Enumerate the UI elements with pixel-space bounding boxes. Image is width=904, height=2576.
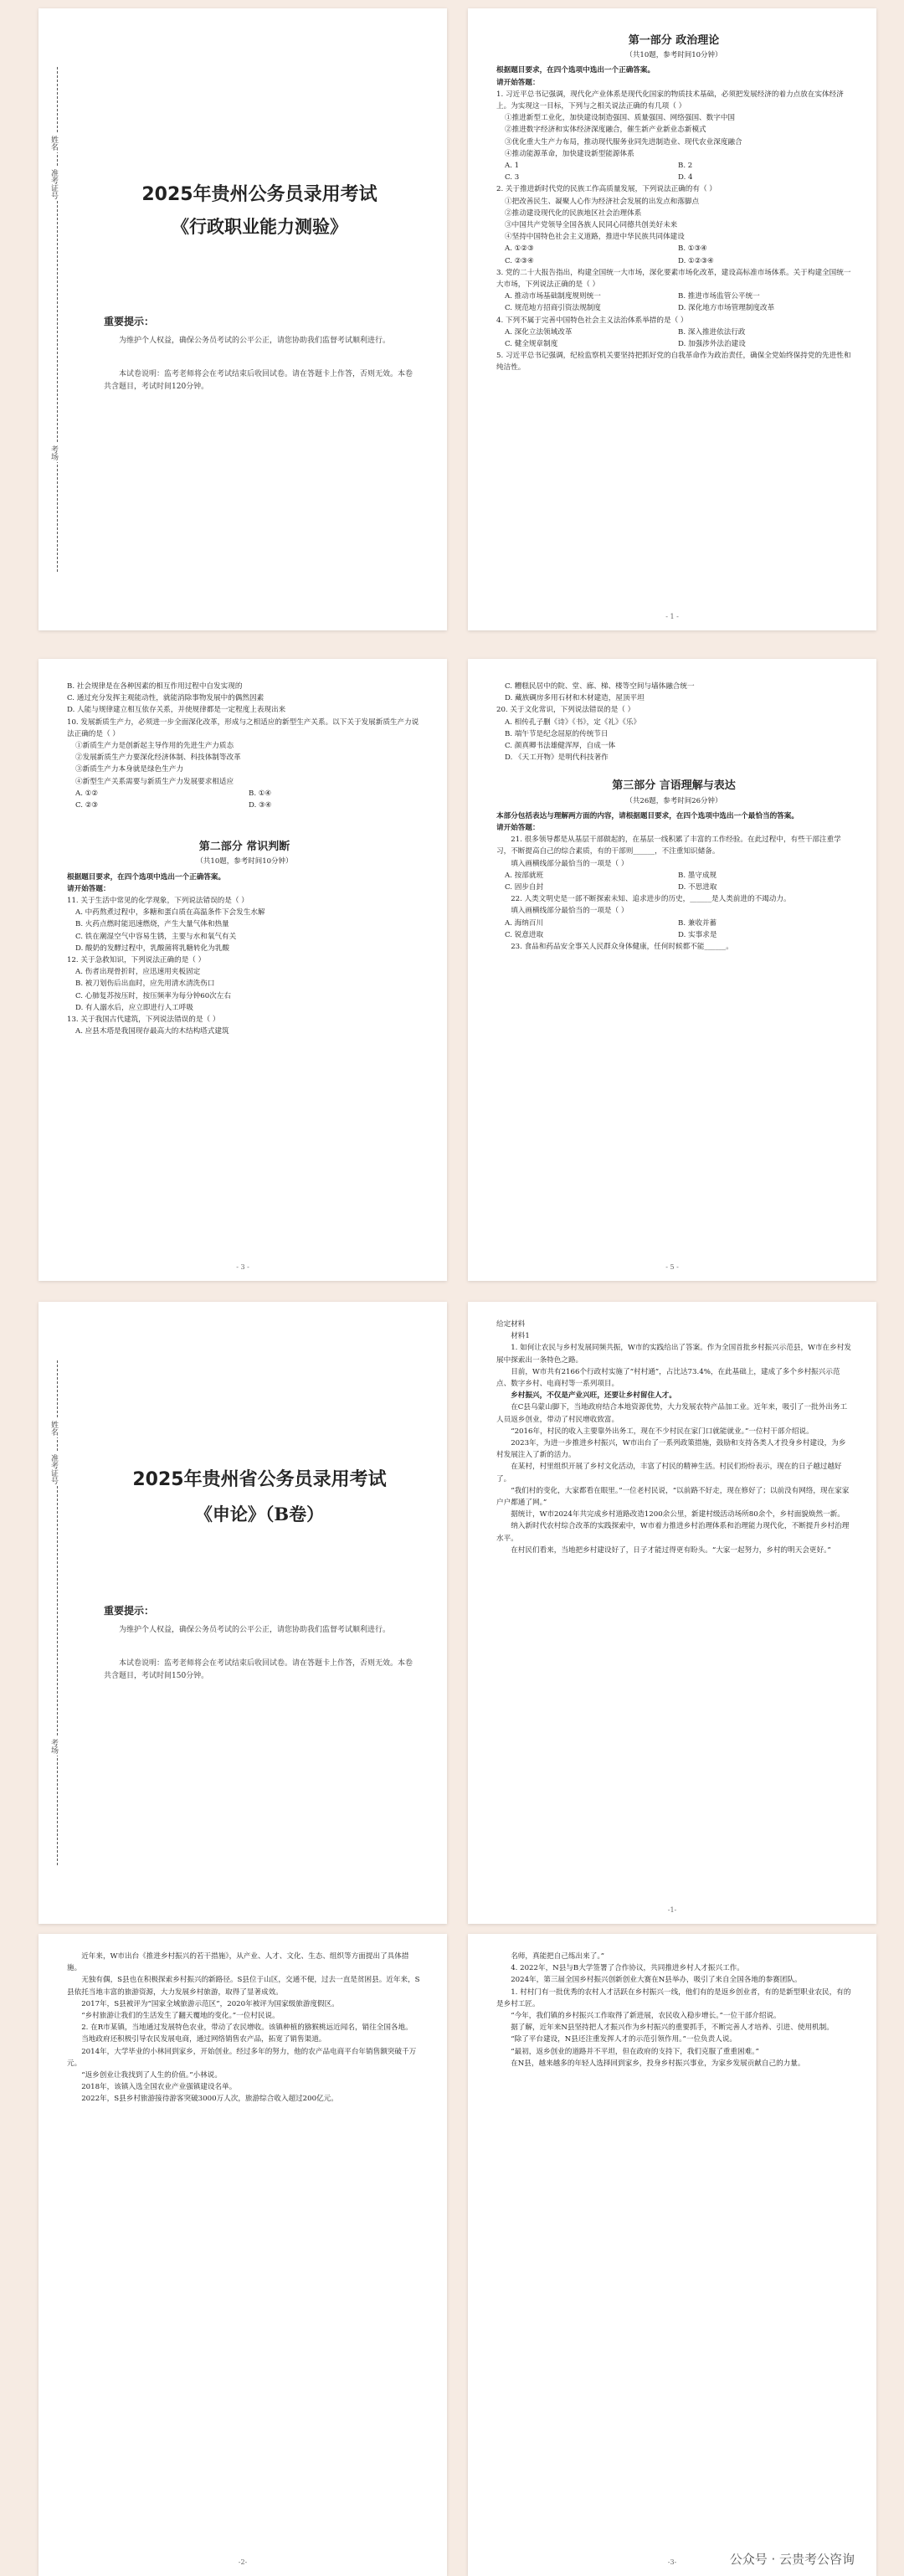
watermark: 公众号 · 云贵考公咨询 — [723, 2548, 861, 2569]
paragraph: 2024年，第三届全国乡村振兴创新创业大赛在N县举办，吸引了来自全国各地的参赛团队。 — [511, 1976, 802, 1985]
statement: ①把改善民生、凝聚人心作为经济社会发展的出发点和落脚点 — [505, 197, 700, 206]
option-c: C. 健全规章制度 — [505, 340, 558, 349]
option-b: B. 墨守成规 — [678, 871, 717, 880]
option-d: D. 深化地方市场管理制度改革 — [678, 304, 775, 313]
paragraph: 据了解，近年来N县坚持把人才振兴作为乡村振兴的重要抓手，不断完善人才培养、引进、使用机制。 — [511, 2023, 834, 2033]
options-row — [496, 870, 851, 882]
statement: ③新质生产力本身就是绿色生产力 — [75, 765, 183, 774]
page-number: - 3 - — [236, 1263, 249, 1271]
binding-label-id: 准考证号 — [49, 1454, 58, 1484]
statement: ②推动建设现代化的民族地区社会治理体系 — [505, 208, 642, 218]
option: B. 火药点燃时能迅速燃烧，产生大量气体和热量 — [75, 920, 229, 929]
option-d: D. 加强涉外法治建设 — [678, 340, 746, 349]
page-number: - 1 - — [665, 613, 679, 620]
page-material-1 — [468, 1302, 876, 1924]
option-c: C. ②③④ — [505, 256, 534, 265]
page-number: -2- — [238, 2558, 248, 2566]
options-row — [496, 243, 851, 255]
page-number: - 5 - — [665, 1263, 679, 1271]
statement: ①新质生产力是创新起主导作用的先进生产力质态 — [75, 742, 234, 751]
paragraph: 目前，W市共有2166个行政村实施了“村村通”，占比达73.4%，在此基础上，建成了多个乡村振兴示范点、数字乡村、电商村等一系列项目。 — [496, 1367, 840, 1389]
paragraph: 在某村，村里组织开展了乡村文化活动，丰富了村民的精神生活。村民们纷纷表示，现在的日子越过越好了。 — [496, 1463, 842, 1483]
paragraph: “我们村的变化，大家都看在眼里。”一位老村民说，“以前路不好走，现在修好了；以前没有网络，现在家家户户都通了网。” — [496, 1486, 850, 1508]
option-a: A. 推动市场基础制度规则统一 — [505, 292, 601, 301]
cover-page-xingce — [39, 8, 447, 630]
paragraph: “今年，我们镇的乡村振兴工作取得了新进展，农民收入稳步增长。”一位干部介绍说。 — [511, 2012, 781, 2021]
section-subtitle: （共26题，参考时间26分钟） — [625, 796, 722, 805]
page-number: -1- — [667, 1906, 677, 1914]
options-row — [496, 918, 851, 929]
options-row — [67, 788, 422, 800]
question: 10. 发展新质生产力，必须进一步全面深化改革，形成与之相适应的新型生产关系。以下关于发展新质生产力说法正确的是（ ） — [67, 717, 419, 738]
statement: ②发展新质生产力要深化经济体制、科技体制等改革 — [75, 753, 241, 763]
line: C. 通过充分发挥主观能动性，就能消除事物发展中的偶然因素 — [67, 694, 265, 703]
page-verbal — [468, 659, 876, 1281]
prompt: 请开始答题： — [496, 78, 540, 87]
paragraph: 无独有偶，S县也在积极探索乡村振兴的新路径。S县位于山区，交通不便，过去一直是贫困县。近年来，S县依托当地丰富的旅游资源，大力发展乡村旅游，取得了显著成效。 — [67, 1976, 420, 1997]
paragraph: 4. 2022年，N县与B大学签署了合作协议，共同推进乡村人才振兴工作。 — [511, 1964, 744, 1973]
material-heading: 给定材料 — [496, 1320, 526, 1329]
question: 1. 习近平总书记强调，现代化产业体系是现代化国家的物质技术基础，必须把发展经济的着力点放在实体经济上。为实现这一目标，下列与之相关说法正确的有几项（ ） — [496, 90, 844, 111]
paragraph: 近年来，W市出台《推进乡村振兴的若干措施》，从产业、人才、文化、生态、组织等方面提出了具体措施。 — [67, 1952, 409, 1973]
paragraph: “最初，返乡创业的道路并不平坦，但在政府的支持下，我们克服了重重困难。” — [511, 2047, 759, 2056]
option: A. 相传孔子删《诗》《书》，定《礼》《乐》 — [505, 717, 641, 727]
options-row — [496, 291, 851, 302]
option-a: A. ①② — [75, 789, 99, 798]
paragraph: 2017年，S县被评为“国家全域旅游示范区”，2020年被评为国家级旅游度假区。 — [81, 1999, 339, 2008]
question: 22. 人类文明史是一部不断探索未知、追求进步的历史，______是人类前进的不竭动力。 — [511, 895, 791, 904]
binding-label-name: 姓名 — [49, 1421, 58, 1436]
prompt: 请开始答题： — [67, 884, 110, 893]
statement: ④新型生产关系需要与新质生产力发展要求相适应 — [75, 777, 234, 786]
line: B. 社会规律是在各种因素的相互作用过程中自发实现的 — [67, 682, 243, 691]
material-label: 材料1 — [511, 1332, 530, 1341]
option-d: D. ③④ — [249, 801, 272, 810]
option-b: B. 深入推进依法行政 — [678, 327, 746, 337]
section-title: 第一部分 政治理论 — [628, 34, 720, 47]
paragraph: 纳入新时代农村综合改革的实践探索中，W市着力推进乡村治理体系和治理能力现代化，不断提升乡村治理水平。 — [496, 1522, 850, 1543]
question: 12. 关于急救知识，下列说法正确的是（ ） — [67, 956, 206, 965]
page-common-sense — [39, 659, 447, 1281]
notice-text-2: 本试卷说明：监考老师将会在考试结束后收回试卷。请在答题卡上作答，否则无效。本卷共含题目，考试时间150分钟。 — [104, 1659, 413, 1680]
paragraph: “除了平台建设，N县还注重发挥人才的示范引领作用。”一位负责人说。 — [511, 2035, 737, 2044]
notice-heading: 重要提示： — [104, 316, 155, 327]
option-b: B. ①③④ — [678, 244, 707, 254]
option-c: C. 规范地方招商引资法规制度 — [505, 304, 601, 313]
options-row — [496, 338, 851, 350]
statement: ③优化重大生产力布局，推动现代服务业同先进制造业、现代农业深度融合 — [505, 137, 742, 147]
prompt: 请开始答题： — [496, 824, 540, 833]
notice-heading: 重要提示： — [104, 1605, 155, 1617]
option: D. 酸奶的发酵过程中，乳酸菌将乳糖转化为乳酸 — [75, 944, 229, 953]
option: B. 端午节是纪念屈原的传统节日 — [505, 729, 609, 738]
options-row — [496, 160, 851, 172]
statement: ①推进新型工业化，加快建设制造强国、质量强国、网络强国、数字中国 — [505, 114, 736, 123]
option: B. 被刀划伤后出血时，应先用清水清洗伤口 — [75, 979, 215, 989]
exam-subtitle: 《行政职业能力测验》 — [172, 216, 347, 237]
paragraph: 在C县乌蒙山脚下，当地政府结合本地资源优势，大力发展农特产品加工业。近年来，吸引了一批外出务工人员返乡创业，带动了村民增收致富。 — [496, 1403, 848, 1424]
instruction: 根据题目要求，在四个选项中选出一个正确答案。 — [67, 872, 226, 882]
paragraph: “乡村旅游让我们的生活发生了翻天覆地的变化。”一位村民说。 — [81, 2012, 280, 2021]
option-b: B. 推进市场监管公平统一 — [678, 292, 760, 301]
paragraph: 当地政府还积极引导农民发展电商，通过网络销售农产品，拓宽了销售渠道。 — [81, 2035, 326, 2044]
paragraph: 2014年，大学毕业的小林回到家乡，开始创业。经过多年的努力，他的农产品电商平台年销售额突破千万元。 — [67, 2047, 417, 2068]
option-a: A. 按部就班 — [505, 871, 544, 880]
section-title: 第二部分 常识判断 — [198, 841, 290, 854]
notice-text-1: 为维护个人权益，确保公务员考试的公平公正，请您协助我们监督考试顺利进行。 — [119, 1626, 391, 1634]
option-a: A. 海纳百川 — [505, 918, 544, 928]
paragraph: 1. 村村门有一批优秀的农村人才活跃在乡村振兴一线，他们有的是返乡创业者，有的是新型职业农民，有的是乡村工匠。 — [496, 1987, 851, 2008]
paragraph: 在N县，越来越多的年轻人选择回到家乡，投身乡村振兴事业，为家乡发展贡献自己的力量。 — [511, 2059, 805, 2068]
instruction: 本部分包括表达与理解两方面的内容，请根据题目要求，在四个选项中选出一个最恰当的答案。 — [496, 811, 799, 820]
binding-label-room: 考场 — [49, 1739, 58, 1754]
option: A. 应县木塔是我国现存最高大的木结构塔式建筑 — [75, 1027, 229, 1036]
question: 2. 关于推进新时代党的民族工作高质量发展，下列说法正确的有（ ） — [496, 185, 717, 194]
paragraph-heading: 乡村振兴，不仅是产业兴旺，还要让乡村留住人才。 — [511, 1391, 676, 1401]
cover-page-shenlun — [39, 1302, 447, 1924]
paragraph: 2. 在R市某镇，当地通过发展特色农业，带动了农民增收。该镇种植的猕猴桃远近闻名，销往全国各地。 — [81, 2023, 413, 2033]
option-a: A. 1 — [505, 162, 520, 171]
binding-label-id: 准考证号 — [49, 169, 58, 199]
page-material-3 — [468, 1934, 876, 2576]
question: 13. 关于我国古代建筑，下列说法错误的是（ ） — [67, 1015, 220, 1025]
exam-subtitle: 《申论》（B卷） — [194, 1504, 325, 1525]
instruction: 根据题目要求，在四个选项中选出一个正确答案。 — [496, 66, 655, 75]
option: D. 藏族碉房多用石材和木材建造，屋顶平坦 — [505, 694, 645, 703]
exam-title: 2025年贵州公务员录用考试 — [141, 184, 378, 205]
option-c: C. ②③ — [75, 801, 99, 810]
option-d: D. 实事求是 — [678, 930, 717, 939]
statement: ④坚持中国特色社会主义道路，推进中华民族共同体建设 — [505, 233, 685, 242]
paragraph: “返乡创业让我找到了人生的价值。”小林说。 — [81, 2071, 222, 2080]
option: C. 糟糕民居中的院、堂、廊、梯、楼等空间与墙体融合统一 — [505, 682, 695, 691]
paragraph: 据统计，W市2024年共完成乡村道路改造1200余公里，新建村级活动场所80余个，乡村面貌焕然一新。 — [511, 1510, 845, 1519]
option-d: D. ①②③④ — [678, 256, 714, 265]
option: C. 铁在潮湿空气中容易生锈，主要与水和氧气有关 — [75, 932, 237, 941]
paragraph: 名师，真能把自己练出来了。” — [511, 1952, 605, 1961]
options-row — [496, 882, 851, 893]
option: D. 有人溺水后，应立即进行人工呼吸 — [75, 1003, 193, 1012]
options-row — [496, 929, 851, 941]
paragraph: 2023年，为进一步推进乡村振兴，W市出台了一系列政策措施，鼓励和支持各类人才投身乡村建设，为乡村发展注入了新的活力。 — [496, 1439, 846, 1460]
option: D. 《天工开物》是明代科技著作 — [505, 753, 609, 763]
option-b: B. 2 — [678, 162, 693, 171]
options-row — [496, 326, 851, 338]
options-row — [496, 302, 851, 314]
option-b: B. 兼收并蓄 — [678, 918, 717, 928]
option-a: A. 深化立法领域改革 — [505, 327, 573, 337]
paragraph: “2016年，村民的收入主要靠外出务工，现在不少村民在家门口就能就业。”一位村干部介绍说。 — [511, 1427, 814, 1436]
statement: ③中国共产党领导全国各族人民同心同德共创美好未来 — [505, 221, 678, 230]
options-row — [496, 255, 851, 267]
statement: ②推进数字经济和实体经济深度融合，催生新产业新业态新模式 — [505, 126, 706, 135]
page-material-2 — [39, 1934, 447, 2576]
question: 20. 关于文化常识，下列说法错误的是（ ） — [496, 706, 635, 715]
question: 5. 习近平总书记强调，纪检监察机关要坚持把抓好党的自我革命作为政治责任，确保全党始终保持党的先进性和纯洁性。 — [496, 352, 851, 373]
option-d: D. 4 — [678, 173, 693, 183]
paragraph: 1. 如何让农民与乡村发展同频共振，W市的实践给出了答案。作为全国首批乡村振兴示范县，W市在乡村发展中探索出一条特色之路。 — [496, 1344, 851, 1365]
page-politics — [468, 8, 876, 630]
section-subtitle: （共10题，参考时间10分钟） — [625, 51, 722, 60]
exam-title: 2025年贵州省公务员录用考试 — [132, 1469, 387, 1490]
question: 4. 下列不属于完善中国特色社会主义法治体系举措的是（ ） — [496, 316, 688, 325]
binding-label-name: 姓名 — [49, 136, 58, 151]
option-d: D. 不思进取 — [678, 883, 717, 892]
question: 23. 食品和药品安全事关人民群众身体健康，任何时候都不能______。 — [511, 943, 733, 952]
option-c: C. 锐意进取 — [505, 930, 544, 939]
line: D. 人能与规律建立相互依存关系，并使规律都是一定程度上表现出来 — [67, 706, 286, 715]
question-stem: 填入画横线部分最恰当的一项是（ ） — [511, 907, 629, 916]
option: A. 中药熬煮过程中，多糖和蛋白质在高温条件下会发生水解 — [75, 908, 265, 918]
binding-label-room: 考场 — [49, 445, 58, 460]
option: A. 伤者出现骨折时，应迅速用夹板固定 — [75, 968, 201, 977]
page-number: -3- — [667, 2558, 677, 2566]
paragraph: 在村民们看来，当地把乡村建设好了，日子才能过得更有盼头。“大家一起努力，乡村的明天会更好。” — [511, 1545, 831, 1555]
paragraph: 2022年，S县乡村旅游接待游客突破3000万人次，旅游综合收入超过200亿元。 — [81, 2095, 338, 2104]
option-b: B. ①④ — [249, 789, 272, 798]
question: 11. 关于生活中常见的化学现象，下列说法错误的是（ ） — [67, 897, 249, 906]
question: 21. 很多领导都是从基层干部做起的，在基层一线积累了丰富的工作经验。在此过程中，有些干部注重学习，不断提高自己的综合素质，有的干部则______，不注重知识储备。 — [496, 836, 841, 856]
option-c: C. 3 — [505, 173, 520, 183]
option-a: A. ①②③ — [505, 244, 534, 254]
question: 3. 党的二十大报告指出，构建全国统一大市场，深化要素市场化改革，建设高标准市场体系。关于构建全国统一大市场，下列说法正确的是（ ） — [496, 268, 851, 290]
option-c: C. 固步自封 — [505, 883, 544, 892]
option: C. 颜真卿书法雄健浑厚，自成一体 — [505, 742, 616, 751]
notice-text-2: 本试卷说明：监考老师将会在考试结束后收回试卷。请在答题卡上作答，否则无效。本卷共含题目，考试时间120分钟。 — [104, 370, 413, 391]
paragraph: 2018年，该镇入选全国农业产业强镇建设名单。 — [81, 2083, 237, 2092]
section-subtitle: （共10题，参考时间10分钟） — [196, 857, 293, 866]
question-stem: 填入画横线部分最恰当的一项是（ ） — [511, 859, 629, 868]
option: C. 心肺复苏按压时，按压频率为每分钟60次左右 — [75, 991, 231, 1000]
section-title: 第三部分 言语理解与表达 — [612, 779, 736, 793]
options-row — [496, 172, 851, 183]
statement: ④推动能源革命，加快建设新型能源体系 — [505, 149, 634, 158]
notice-text-1: 为维护个人权益，确保公务员考试的公平公正，请您协助我们监督考试顺利进行。 — [119, 337, 391, 345]
options-row — [67, 800, 422, 811]
